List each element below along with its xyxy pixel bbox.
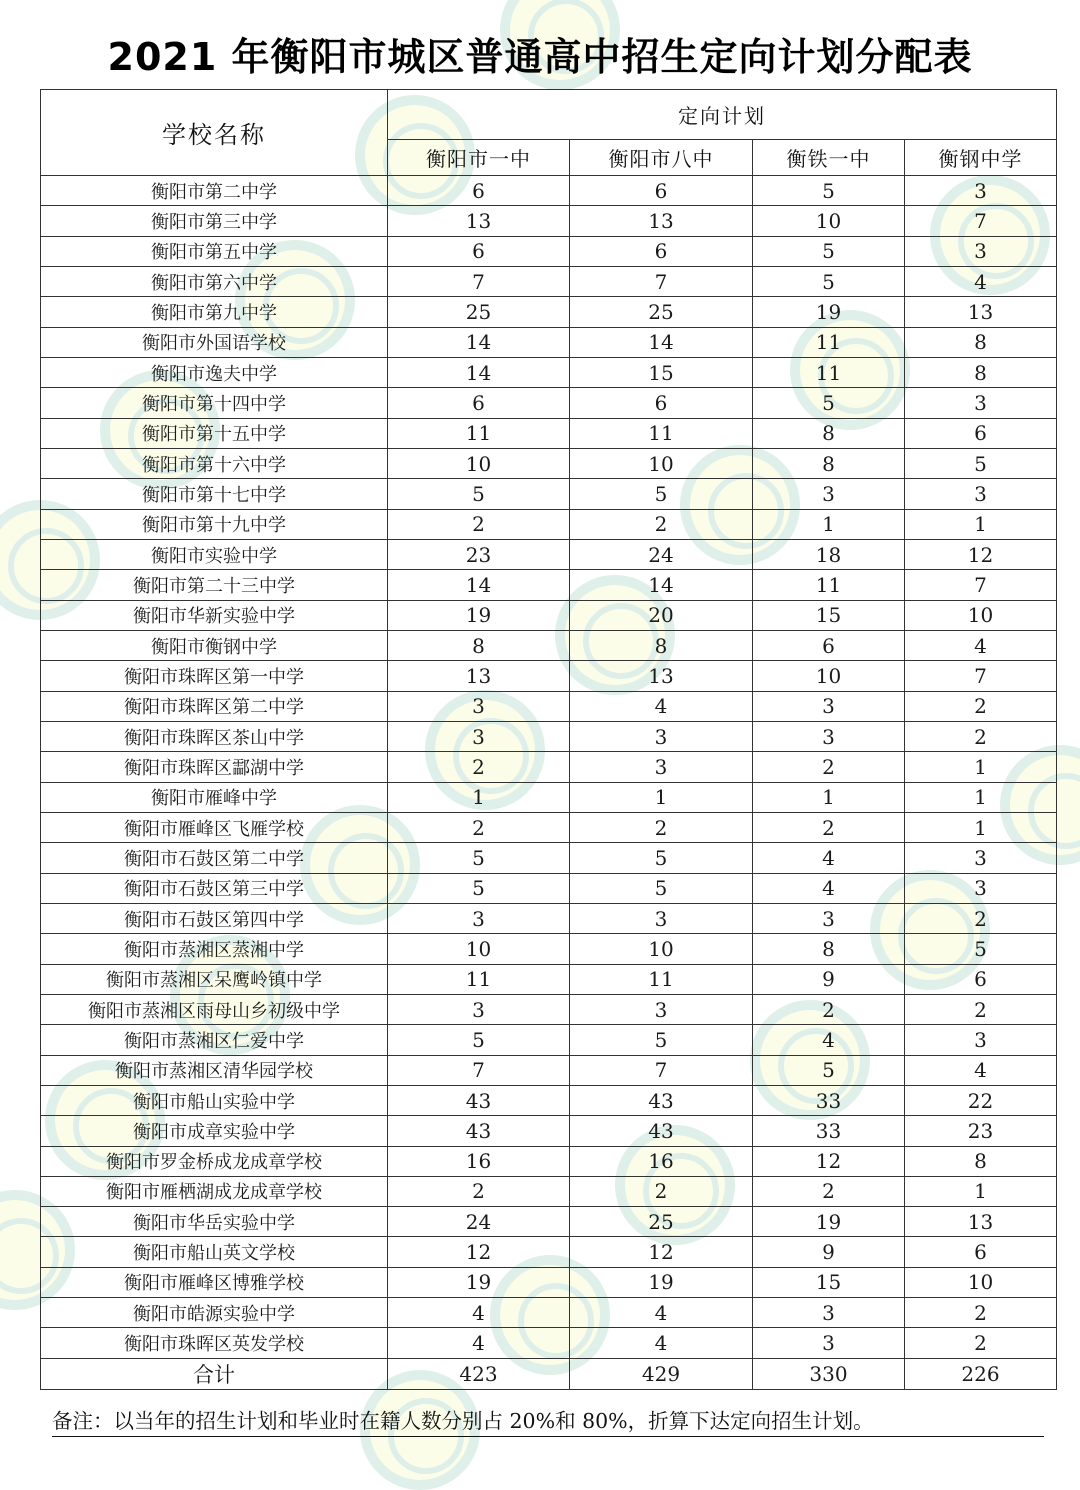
school-name-cell: 衡阳市第二十三中学: [41, 570, 388, 600]
quota-cell: 3: [905, 388, 1057, 418]
quota-cell: 5: [388, 479, 570, 509]
school-name-cell: 衡阳市华新实验中学: [41, 600, 388, 630]
quota-cell: 2: [388, 1176, 570, 1206]
quota-cell: 23: [905, 1116, 1057, 1146]
school-name-cell: 衡阳市石鼓区第四中学: [41, 903, 388, 933]
table-row: [41, 327, 1057, 357]
table-row: [41, 206, 1057, 236]
table-row: [41, 903, 1057, 933]
table-row: [41, 1055, 1057, 1085]
quota-cell: 3: [905, 236, 1057, 266]
total-row: [41, 1358, 1057, 1389]
table-row: [41, 1237, 1057, 1267]
table-row: [41, 388, 1057, 418]
quota-cell: 10: [388, 448, 570, 478]
quota-cell: 15: [570, 357, 753, 387]
school-name-cell: 衡阳市皓源实验中学: [41, 1298, 388, 1328]
quota-cell: 43: [570, 1085, 753, 1115]
quota-cell: 16: [388, 1146, 570, 1176]
quota-cell: 2: [753, 752, 905, 782]
quota-cell: 2: [905, 1298, 1057, 1328]
school-name-cell: 衡阳市第九中学: [41, 297, 388, 327]
quota-cell: 3: [753, 903, 905, 933]
quota-cell: 3: [570, 994, 753, 1024]
quota-cell: 14: [388, 327, 570, 357]
table-row: [41, 1025, 1057, 1055]
quota-cell: 4: [388, 1328, 570, 1358]
quota-cell: 5: [905, 448, 1057, 478]
table-row: [41, 1267, 1057, 1297]
quota-cell: 5: [753, 236, 905, 266]
table-row: [41, 297, 1057, 327]
quota-cell: 3: [388, 691, 570, 721]
school-name-cell: 衡阳市第六中学: [41, 266, 388, 296]
quota-cell: 2: [570, 1176, 753, 1206]
quota-cell: 6: [905, 418, 1057, 448]
quota-cell: 5: [388, 843, 570, 873]
quota-cell: 6: [570, 388, 753, 418]
quota-cell: 6: [388, 176, 570, 206]
quota-cell: 11: [570, 418, 753, 448]
quota-cell: 6: [570, 236, 753, 266]
school-name-cell: 衡阳市珠晖区酃湖中学: [41, 752, 388, 782]
school-name-cell: 衡阳市成章实验中学: [41, 1116, 388, 1146]
quota-cell: 13: [388, 206, 570, 236]
quota-cell: 5: [570, 1025, 753, 1055]
total-value: 330: [753, 1358, 905, 1389]
quota-cell: 2: [570, 812, 753, 842]
quota-cell: 2: [753, 994, 905, 1024]
quota-cell: 4: [905, 1055, 1057, 1085]
quota-cell: 1: [753, 509, 905, 539]
quota-cell: 8: [753, 448, 905, 478]
quota-cell: 5: [570, 873, 753, 903]
quota-cell: 8: [905, 1146, 1057, 1176]
school-name-cell: 衡阳市实验中学: [41, 539, 388, 569]
column-header-target: 衡阳市一中: [388, 140, 570, 176]
quota-cell: 24: [388, 1207, 570, 1237]
table-row: [41, 539, 1057, 569]
table-row: [41, 176, 1057, 206]
quota-cell: 2: [388, 812, 570, 842]
quota-cell: 4: [388, 1298, 570, 1328]
quota-cell: 5: [753, 1055, 905, 1085]
quota-cell: 4: [570, 1298, 753, 1328]
quota-cell: 2: [905, 903, 1057, 933]
quota-cell: 4: [570, 1328, 753, 1358]
quota-cell: 3: [388, 994, 570, 1024]
quota-cell: 3: [905, 873, 1057, 903]
school-name-cell: 衡阳市第三中学: [41, 206, 388, 236]
quota-cell: 25: [388, 297, 570, 327]
school-name-cell: 衡阳市第二中学: [41, 176, 388, 206]
quota-cell: 1: [388, 782, 570, 812]
table-row: [41, 1176, 1057, 1206]
quota-cell: 5: [570, 479, 753, 509]
quota-cell: 18: [753, 539, 905, 569]
quota-cell: 2: [570, 509, 753, 539]
school-name-cell: 衡阳市珠晖区第二中学: [41, 691, 388, 721]
quota-cell: 10: [570, 934, 753, 964]
quota-cell: 8: [905, 327, 1057, 357]
school-name-cell: 衡阳市第十七中学: [41, 479, 388, 509]
table-row: [41, 418, 1057, 448]
quota-cell: 13: [388, 661, 570, 691]
quota-cell: 2: [905, 994, 1057, 1024]
quota-cell: 11: [388, 418, 570, 448]
school-name-cell: 衡阳市船山英文学校: [41, 1237, 388, 1267]
quota-cell: 11: [388, 964, 570, 994]
quota-cell: 8: [753, 418, 905, 448]
table-row: [41, 479, 1057, 509]
quota-cell: 16: [570, 1146, 753, 1176]
total-value: 429: [570, 1358, 753, 1389]
school-name-cell: 衡阳市逸夫中学: [41, 357, 388, 387]
quota-cell: 3: [753, 1298, 905, 1328]
table-row: [41, 570, 1057, 600]
table-row: [41, 1116, 1057, 1146]
quota-cell: 4: [753, 843, 905, 873]
quota-cell: 3: [570, 752, 753, 782]
column-group-header-plan: 定向计划: [388, 90, 1057, 140]
quota-cell: 10: [905, 1267, 1057, 1297]
quota-cell: 19: [753, 297, 905, 327]
school-name-cell: 衡阳市蒸湘区蒸湘中学: [41, 934, 388, 964]
quota-cell: 5: [388, 1025, 570, 1055]
quota-cell: 3: [905, 1025, 1057, 1055]
quota-cell: 19: [388, 600, 570, 630]
quota-cell: 11: [753, 327, 905, 357]
quota-cell: 2: [388, 752, 570, 782]
quota-cell: 43: [570, 1116, 753, 1146]
quota-cell: 4: [905, 630, 1057, 660]
table-row: [41, 600, 1057, 630]
quota-cell: 25: [570, 297, 753, 327]
quota-cell: 7: [388, 1055, 570, 1085]
quota-cell: 1: [905, 782, 1057, 812]
table-row: [41, 236, 1057, 266]
quota-cell: 8: [388, 630, 570, 660]
school-name-cell: 衡阳市船山实验中学: [41, 1085, 388, 1115]
quota-cell: 14: [570, 570, 753, 600]
quota-cell: 4: [753, 873, 905, 903]
table-row: [41, 1207, 1057, 1237]
table-row: [41, 630, 1057, 660]
quota-cell: 10: [905, 600, 1057, 630]
quota-cell: 33: [753, 1085, 905, 1115]
quota-cell: 13: [570, 661, 753, 691]
quota-cell: 3: [570, 903, 753, 933]
quota-cell: 14: [388, 570, 570, 600]
quota-cell: 5: [753, 388, 905, 418]
quota-cell: 5: [388, 873, 570, 903]
school-name-cell: 衡阳市第十四中学: [41, 388, 388, 418]
quota-cell: 9: [753, 964, 905, 994]
school-name-cell: 衡阳市蒸湘区呆鹰岭镇中学: [41, 964, 388, 994]
table-row: [41, 721, 1057, 751]
quota-cell: 6: [905, 964, 1057, 994]
school-name-cell: 衡阳市雁峰区飞雁学校: [41, 812, 388, 842]
quota-cell: 1: [570, 782, 753, 812]
quota-cell: 43: [388, 1085, 570, 1115]
quota-cell: 4: [753, 1025, 905, 1055]
school-name-cell: 衡阳市珠晖区茶山中学: [41, 721, 388, 751]
school-name-cell: 衡阳市雁峰中学: [41, 782, 388, 812]
table-row: [41, 691, 1057, 721]
school-name-cell: 衡阳市罗金桥成龙成章学校: [41, 1146, 388, 1176]
table-row: [41, 752, 1057, 782]
quota-cell: 12: [905, 539, 1057, 569]
quota-cell: 3: [905, 176, 1057, 206]
school-name-cell: 衡阳市外国语学校: [41, 327, 388, 357]
table-row: [41, 1298, 1057, 1328]
quota-cell: 1: [905, 752, 1057, 782]
column-header-target: 衡钢中学: [905, 140, 1057, 176]
quota-cell: 15: [753, 600, 905, 630]
quota-cell: 7: [570, 1055, 753, 1085]
quota-cell: 5: [905, 934, 1057, 964]
quota-cell: 1: [905, 812, 1057, 842]
quota-cell: 11: [570, 964, 753, 994]
quota-cell: 6: [388, 388, 570, 418]
school-name-cell: 衡阳市石鼓区第三中学: [41, 873, 388, 903]
table-row: [41, 661, 1057, 691]
allocation-table: [40, 89, 1057, 1390]
quota-cell: 8: [570, 630, 753, 660]
quota-cell: 6: [570, 176, 753, 206]
quota-cell: 19: [388, 1267, 570, 1297]
quota-cell: 1: [753, 782, 905, 812]
total-label: 合计: [41, 1358, 388, 1389]
total-value: 423: [388, 1358, 570, 1389]
quota-cell: 3: [753, 691, 905, 721]
page-title: 2021 年衡阳市城区普通高中招生定向计划分配表: [107, 35, 973, 79]
school-name-cell: 衡阳市华岳实验中学: [41, 1207, 388, 1237]
quota-cell: 33: [753, 1116, 905, 1146]
table-row: [41, 266, 1057, 296]
quota-cell: 2: [753, 812, 905, 842]
quota-cell: 7: [905, 570, 1057, 600]
quota-cell: 12: [570, 1237, 753, 1267]
total-value: 226: [905, 1358, 1057, 1389]
table-row: [41, 782, 1057, 812]
quota-cell: 5: [753, 176, 905, 206]
school-name-cell: 衡阳市第五中学: [41, 236, 388, 266]
quota-cell: 4: [570, 691, 753, 721]
quota-cell: 10: [570, 448, 753, 478]
quota-cell: 25: [570, 1207, 753, 1237]
quota-cell: 12: [388, 1237, 570, 1267]
quota-cell: 7: [570, 266, 753, 296]
column-header-target: 衡阳市八中: [570, 140, 753, 176]
school-name-cell: 衡阳市第十九中学: [41, 509, 388, 539]
quota-cell: 13: [905, 297, 1057, 327]
quota-cell: 13: [570, 206, 753, 236]
quota-cell: 10: [753, 661, 905, 691]
school-name-cell: 衡阳市第十五中学: [41, 418, 388, 448]
table-row: [41, 843, 1057, 873]
quota-cell: 3: [905, 843, 1057, 873]
school-name-cell: 衡阳市珠晖区第一中学: [41, 661, 388, 691]
table-row: [41, 873, 1057, 903]
school-name-cell: 衡阳市衡钢中学: [41, 630, 388, 660]
quota-cell: 3: [753, 721, 905, 751]
table-row: [41, 509, 1057, 539]
table-row: [41, 812, 1057, 842]
quota-cell: 10: [388, 934, 570, 964]
quota-cell: 23: [388, 539, 570, 569]
quota-cell: 6: [905, 1237, 1057, 1267]
quota-cell: 7: [905, 661, 1057, 691]
table-body: [41, 176, 1057, 1359]
quota-cell: 13: [905, 1207, 1057, 1237]
quota-cell: 43: [388, 1116, 570, 1146]
quota-cell: 3: [388, 903, 570, 933]
table-row: [41, 964, 1057, 994]
school-name-cell: 衡阳市蒸湘区雨母山乡初级中学: [41, 994, 388, 1024]
quota-cell: 3: [753, 1328, 905, 1358]
quota-cell: 19: [570, 1267, 753, 1297]
quota-cell: 8: [753, 934, 905, 964]
school-name-cell: 衡阳市蒸湘区清华园学校: [41, 1055, 388, 1085]
quota-cell: 3: [570, 721, 753, 751]
quota-cell: 10: [753, 206, 905, 236]
quota-cell: 14: [570, 327, 753, 357]
school-name-cell: 衡阳市珠晖区英发学校: [41, 1328, 388, 1358]
quota-cell: 7: [388, 266, 570, 296]
quota-cell: 20: [570, 600, 753, 630]
table-row: [41, 1328, 1057, 1358]
school-name-cell: 衡阳市雁栖湖成龙成章学校: [41, 1176, 388, 1206]
table-row: [41, 357, 1057, 387]
quota-cell: 11: [753, 357, 905, 387]
quota-cell: 1: [905, 509, 1057, 539]
column-header-school: 学校名称: [41, 90, 388, 176]
quota-cell: 2: [905, 691, 1057, 721]
footnote: 备注：以当年的招生计划和毕业时在籍人数分别占 20%和 80%，折算下达定向招生计划。: [52, 1404, 1044, 1437]
school-name-cell: 衡阳市蒸湘区仁爱中学: [41, 1025, 388, 1055]
quota-cell: 19: [753, 1207, 905, 1237]
quota-cell: 24: [570, 539, 753, 569]
quota-cell: 14: [388, 357, 570, 387]
school-name-cell: 衡阳市石鼓区第二中学: [41, 843, 388, 873]
quota-cell: 12: [753, 1146, 905, 1176]
quota-cell: 1: [905, 1176, 1057, 1206]
table-row: [41, 934, 1057, 964]
quota-cell: 4: [905, 266, 1057, 296]
quota-cell: 3: [905, 479, 1057, 509]
table-row: [41, 1085, 1057, 1115]
quota-cell: 2: [753, 1176, 905, 1206]
quota-cell: 11: [753, 570, 905, 600]
quota-cell: 7: [905, 206, 1057, 236]
school-name-cell: 衡阳市雁峰区博雅学校: [41, 1267, 388, 1297]
quota-cell: 2: [388, 509, 570, 539]
quota-cell: 22: [905, 1085, 1057, 1115]
school-name-cell: 衡阳市第十六中学: [41, 448, 388, 478]
quota-cell: 6: [388, 236, 570, 266]
quota-cell: 6: [753, 630, 905, 660]
table-row: [41, 448, 1057, 478]
quota-cell: 3: [388, 721, 570, 751]
quota-cell: 3: [753, 479, 905, 509]
quota-cell: 9: [753, 1237, 905, 1267]
table-row: [41, 1146, 1057, 1176]
table-row: [41, 994, 1057, 1024]
quota-cell: 8: [905, 357, 1057, 387]
quota-cell: 5: [753, 266, 905, 296]
column-header-target: 衡铁一中: [753, 140, 905, 176]
quota-cell: 5: [570, 843, 753, 873]
quota-cell: 2: [905, 1328, 1057, 1358]
quota-cell: 2: [905, 721, 1057, 751]
quota-cell: 15: [753, 1267, 905, 1297]
